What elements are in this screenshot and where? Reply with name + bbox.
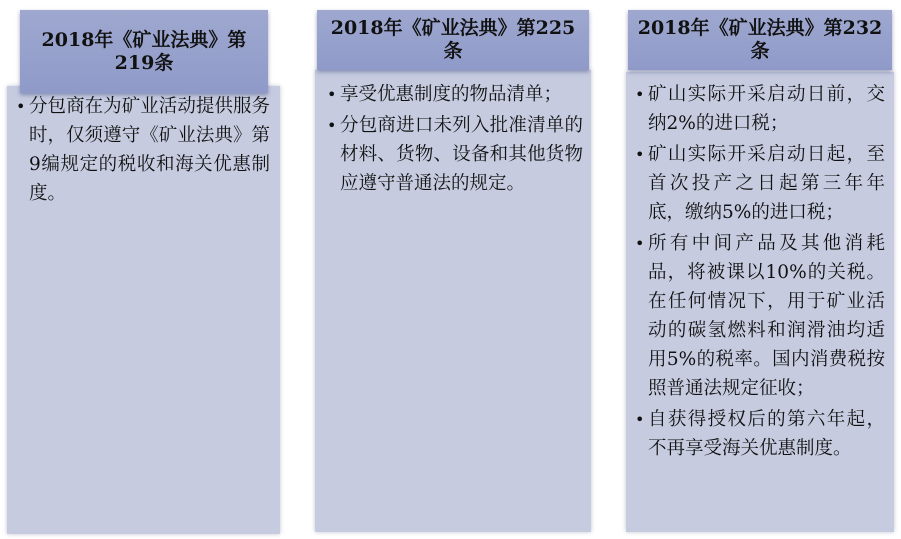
list-item: • 所有中间产品及其他消耗品，将被课以10%的关税。在任何情况下，用于矿业活动的碳氢燃料和润滑油均适用5%的税率。国内消费税按照普通法规定征收； — [635, 229, 885, 403]
list-item: • 享受优惠制度的物品清单； — [327, 80, 583, 109]
list-item: • 矿山实际开采启动日前，交纳2%的进口税； — [635, 80, 885, 138]
article-225-header: 2018年《矿业法典》第225条 — [317, 10, 589, 70]
list-item: • 矿山实际开采启动日起，至首次投产之日起第三年年底，缴纳5%的进口税； — [635, 140, 885, 227]
list-item: • 自获得授权后的第六年起，不再享受海关优惠制度。 — [635, 405, 885, 463]
list-item: • 分包商在为矿业活动提供服务时，仅须遵守《矿业法典》第9编规定的税收和海关优惠制度。 — [16, 92, 270, 208]
article-219-header: 2018年《矿业法典》第219条 — [20, 10, 268, 93]
article-219-items — [16, 92, 270, 210]
list-item: • 分包商进口未列入批准清单的材料、货物、设备和其他货物应遵守普通法的规定。 — [327, 111, 583, 198]
article-225-items — [327, 80, 583, 200]
article-232-header: 2018年《矿业法典》第232条 — [628, 10, 892, 70]
article-232-items — [635, 80, 885, 465]
